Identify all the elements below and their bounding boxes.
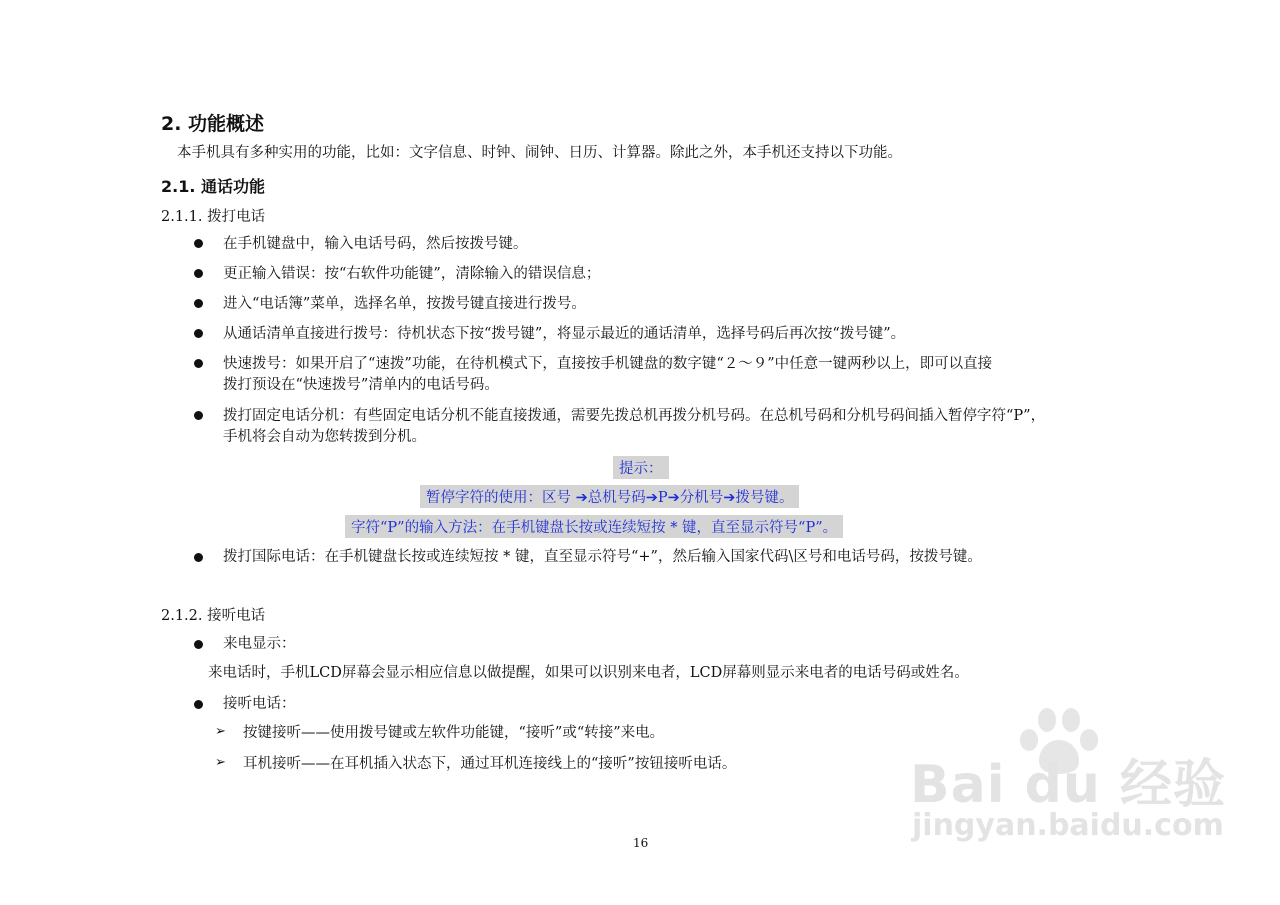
caller-id-description: 来电话时，手机LCD屏幕会显示相应信息以做提醒，如果可以识别来电者，LCD屏幕则显示来电者的电话号码或姓名。 [208,665,969,681]
section-heading: 2. 功能概述 [161,113,265,135]
list-item: 拨打国际电话：在手机键盘长按或连续短按 * 键，直至显示符号“+”，然后输入国家代码\区号和电话号码，按拨号键。 [223,549,982,565]
watermark-brand: Bai du 经验 [910,755,1226,815]
subsection-heading: 2.1. 通话功能 [161,177,265,196]
bullet-icon [194,700,203,709]
list-item: 从通话清单直接进行拨号：待机状态下按“拨号键”，将显示最近的通话清单，选择号码后再次按“拨号键”。 [223,326,906,342]
bullet-icon [194,359,203,368]
arrow-bullet-icon: ➢ [215,755,226,770]
list-item: 进入“电话簿”菜单，选择名单，按拨号键直接进行拨号。 [223,296,586,312]
arrow-bullet-icon: ➢ [215,724,226,739]
tip-p-input: 字符“P”的输入方法：在手机键盘长按或连续短按 * 键，直至显示符号“P”。 [345,515,843,538]
bullet-icon [194,299,203,308]
bullet-icon [194,553,203,562]
sub-list-item: 按键接听——使用拨号键或左软件功能键，“接听”或“转接”来电。 [243,725,665,741]
tip-pause-usage: 暂停字符的使用：区号 ➔总机号码➔P➔分机号➔拨号键。 [420,485,799,508]
list-item: 在手机键盘中，输入电话号码，然后按拨号键。 [223,236,528,252]
list-item: 更正输入错误：按“右软件功能键”，清除输入的错误信息； [223,266,601,282]
list-item: 接听电话： [223,696,296,712]
bullet-icon [194,411,203,420]
list-item: 快速拨号：如果开启了“速拨”功能，在待机模式下，直接按手机键盘的数字键“２～９”中任意一键两秒以上，即可以直接 [223,356,993,372]
bullet-icon [194,640,203,649]
bullet-icon [194,239,203,248]
subsubsection-heading: 2.1.1. 拨打电话 [161,209,266,225]
sub-list-item: 耳机接听——在耳机插入状态下，通过耳机连接线上的“接听”按钮接听电话。 [243,756,737,772]
list-item-continuation: 拨打预设在“快速拨号”清单内的电话号码。 [223,377,499,393]
list-item: 来电显示： [223,636,296,652]
intro-paragraph: 本手机具有多种实用的功能，比如：文字信息、时钟、闹钟、日历、计算器。除此之外，本手机还支持以下功能。 [177,145,902,161]
list-item-continuation: 手机将会自动为您转拨到分机。 [223,429,426,445]
page-number: 16 [633,836,649,850]
subsubsection-heading: 2.1.2. 接听电话 [161,608,266,624]
list-item: 拨打固定电话分机：有些固定电话分机不能直接拨通，需要先拨总机再拨分机号码。在总机号码和分机号码间插入暂停字符“P”， [223,408,1046,424]
tip-title: 提示： [613,456,669,479]
watermark-url: jingyan.baidu.com [912,808,1224,843]
bullet-icon [194,329,203,338]
bullet-icon [194,269,203,278]
